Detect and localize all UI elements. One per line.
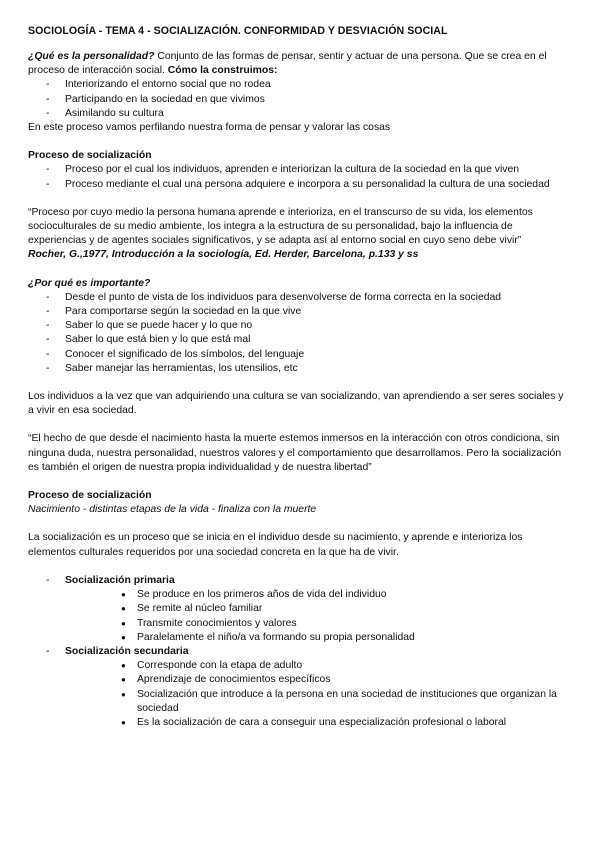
list-item: ● Se remite al núcleo familiar	[65, 602, 572, 616]
intro-closing: En este proceso vamos perfilando nuestra forma de pensar y valorar las cosas	[28, 122, 391, 134]
list-item: - Saber lo que se puede hacer y lo que no	[28, 319, 572, 333]
list-item: - Desde el punto de vista de los individuos para desenvolverse de forma correcta en la sociedad	[28, 291, 572, 305]
list-item: - Asimilando su cultura	[28, 107, 572, 121]
secondary-socialization-label: Socialización secundaria	[65, 645, 189, 657]
secondary-socialization-items	[65, 659, 572, 730]
quote-interaction: “El hecho de que desde el nacimiento hasta la muerte estemos inmersos en la interacción con otros condiciona, sin ninguna duda, nuestra personalidad, nuestros valores y el comportamiento que desarrollamos. Pero la socialización es también el origen de nuestra propia individualidad y de nuestra libertad”	[28, 433, 562, 473]
process-definition-list	[28, 163, 572, 191]
importance-list	[28, 291, 572, 376]
list-item: - Proceso por el cual los individuos, aprenden e interiorizan la cultura de la sociedad en la que viven	[28, 163, 572, 177]
list-item: - Conocer el significado de los símbolos, del lenguaje	[28, 348, 572, 362]
socialization-types-list	[28, 574, 572, 730]
quote-rocher: “Proceso por cuyo medio la persona humana aprende e interioriza, en el transcurso de su vida, los elementos socioculturales de su medio ambiente, los integra a la estructura de su personalidad, bajo la influencia de experiencias y de agentes sociales significativos, y se adapta así al entorno social en cuyo seno debe vivir”	[28, 206, 533, 247]
paragraph-individuals: Los individuos a la vez que van adquiriendo una cultura se van socializando, van aprendiendo a ser seres sociales y a vivir en esa sociedad.	[28, 391, 564, 417]
process-stages-subtitle: Nacimiento - distintas etapas de la vida - finaliza con la muerte	[28, 504, 317, 516]
quote-citation: Rocher, G.,1977, Introducción a la sociología, Ed. Herder, Barcelona, p.133 y ss	[28, 249, 419, 261]
list-item: - Saber lo que está bien y lo que está mal	[28, 333, 572, 347]
primary-socialization	[28, 574, 572, 645]
list-item: ● Aprendizaje de conocimientos específicos	[65, 673, 572, 687]
list-item: ● Se produce en los primeros años de vida del individuo	[65, 588, 572, 602]
personality-question: ¿Qué es la personalidad?	[28, 51, 155, 62]
list-item: - Saber manejar las herramientas, los utensilios, etc	[28, 362, 572, 376]
personality-definition-text: Conjunto de las formas de pensar, sentir y actuar de una persona. Que se crea en el proceso de interacción social.	[28, 51, 547, 77]
primary-socialization-label: Socialización primaria	[65, 574, 175, 586]
document-title: SOCIOLOGÍA - TEMA 4 - SOCIALIZACIÓN. CONFORMIDAD Y DESVIACIÓN SOCIAL	[28, 25, 448, 37]
secondary-socialization	[28, 645, 572, 730]
list-item: - Para comportarse según la sociedad en la que vive	[28, 305, 572, 319]
importance-question: ¿Por qué es importante?	[28, 277, 151, 289]
list-item: ● Es la socialización de cara a conseguir una especialización profesional o laboral	[65, 716, 572, 730]
list-item: ● Corresponde con la etapa de adulto	[65, 659, 572, 673]
list-item: ● Paralelamente el niño/a va formando su propia personalidad	[65, 631, 572, 645]
section-heading-process-1: Proceso de socialización	[28, 150, 152, 162]
list-item: ● Socialización que introduce a la persona en una sociedad de instituciones que organizan la sociedad	[65, 688, 572, 716]
primary-socialization-items	[65, 588, 572, 645]
section-heading-process-2: Proceso de socialización	[28, 490, 152, 502]
paragraph-socialization: La socialización es un proceso que se inicia en el individuo desde su nacimiento, y aprende e interioriza los elementos culturales requeridos por una sociedad concreta en la que ha de vivir.	[28, 532, 523, 558]
how-label: Cómo la construimos:	[167, 65, 278, 77]
list-item: - Proceso mediante el cual una persona adquiere e incorpora a su personalidad la cultura de una sociedad	[28, 178, 572, 192]
list-item: - Participando en la sociedad en que vivimos	[28, 93, 572, 107]
personality-definition	[28, 50, 572, 78]
list-item: - Interiorizando el entorno social que no rodea	[28, 78, 572, 92]
list-item: ● Transmite conocimientos y valores	[65, 617, 572, 631]
construction-list	[28, 78, 572, 121]
